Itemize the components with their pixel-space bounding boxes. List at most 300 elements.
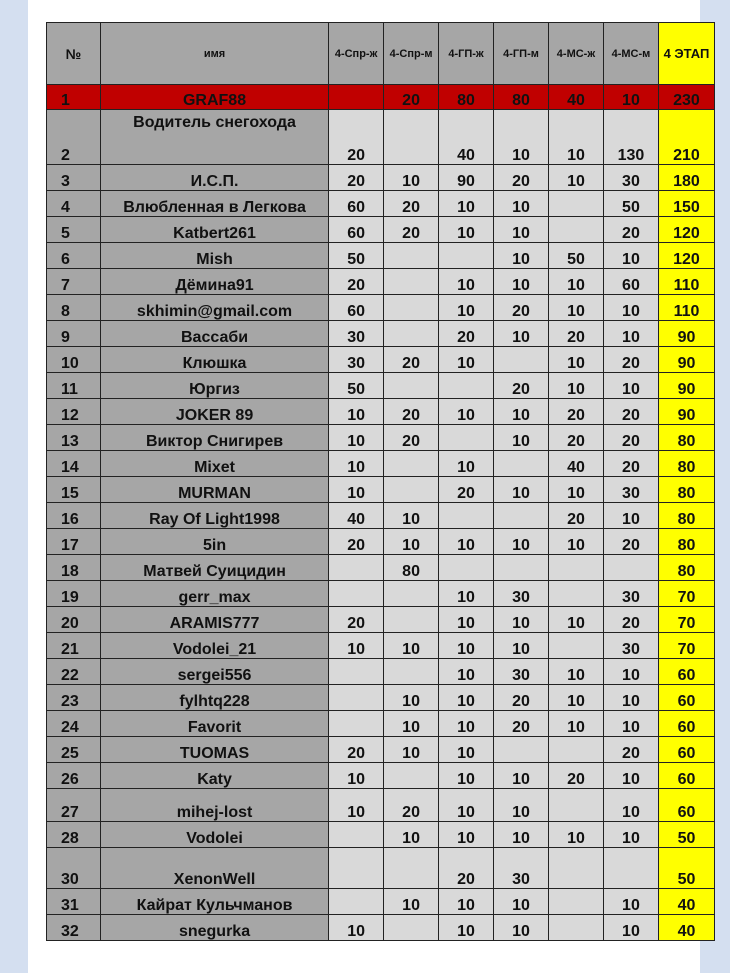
score-cell: 20 <box>603 451 658 477</box>
header-col-1: 4-Спр-ж <box>329 23 384 85</box>
score-cell: 20 <box>384 399 439 425</box>
score-cell: 10 <box>439 763 494 789</box>
name-cell: snegurka <box>100 915 328 941</box>
score-cell <box>384 243 439 269</box>
rank-cell: 3 <box>47 165 101 191</box>
score-cell <box>549 217 604 243</box>
header-col-6: 4-МС-м <box>603 23 658 85</box>
table-row <box>47 763 715 789</box>
score-cell <box>439 555 494 581</box>
name-cell: Матвей Суицидин <box>100 555 328 581</box>
score-cell: 10 <box>439 607 494 633</box>
score-cell <box>549 915 604 941</box>
score-cell: 30 <box>494 581 549 607</box>
table-row <box>47 295 715 321</box>
rank-cell: 23 <box>47 685 101 711</box>
score-cell: 10 <box>439 789 494 822</box>
score-cell <box>384 763 439 789</box>
table-row <box>47 737 715 763</box>
score-cell: 10 <box>329 789 384 822</box>
score-cell: 10 <box>494 269 549 295</box>
rank-cell: 26 <box>47 763 101 789</box>
header-name: имя <box>100 23 328 85</box>
score-cell: 10 <box>494 915 549 941</box>
total-cell: 40 <box>658 915 714 941</box>
score-cell: 10 <box>329 763 384 789</box>
total-cell: 180 <box>658 165 714 191</box>
score-cell: 20 <box>329 165 384 191</box>
name-cell: Mixet <box>100 451 328 477</box>
score-cell: 20 <box>603 399 658 425</box>
score-cell: 20 <box>329 269 384 295</box>
score-cell: 10 <box>549 685 604 711</box>
header-col-5: 4-МС-ж <box>549 23 604 85</box>
name-cell: Клюшка <box>100 347 328 373</box>
score-cell: 10 <box>384 529 439 555</box>
table-row <box>47 848 715 889</box>
score-cell <box>439 243 494 269</box>
score-cell: 20 <box>549 321 604 347</box>
rank-cell: 20 <box>47 607 101 633</box>
score-cell: 10 <box>384 889 439 915</box>
rank-cell: 19 <box>47 581 101 607</box>
name-cell: Katy <box>100 763 328 789</box>
total-cell: 110 <box>658 269 714 295</box>
score-cell <box>549 789 604 822</box>
score-cell: 10 <box>384 685 439 711</box>
score-cell: 50 <box>329 373 384 399</box>
score-cell <box>549 555 604 581</box>
score-cell: 80 <box>384 555 439 581</box>
header-col-2: 4-Спр-м <box>384 23 439 85</box>
table-body <box>47 85 715 941</box>
score-cell: 10 <box>439 399 494 425</box>
score-cell: 30 <box>603 477 658 503</box>
name-cell: skhimin@gmail.com <box>100 295 328 321</box>
score-cell: 20 <box>384 217 439 243</box>
score-cell: 10 <box>329 399 384 425</box>
score-cell: 30 <box>494 848 549 889</box>
spreadsheet-page <box>28 0 710 973</box>
score-cell: 10 <box>603 503 658 529</box>
table-row <box>47 399 715 425</box>
score-cell: 10 <box>439 269 494 295</box>
score-cell: 10 <box>603 889 658 915</box>
name-cell: TUOMAS <box>100 737 328 763</box>
table-row <box>47 529 715 555</box>
score-cell: 10 <box>439 633 494 659</box>
name-cell: gerr_max <box>100 581 328 607</box>
score-cell: 20 <box>494 685 549 711</box>
score-cell: 80 <box>439 85 494 110</box>
score-cell <box>494 737 549 763</box>
score-cell: 10 <box>439 915 494 941</box>
table-row <box>47 503 715 529</box>
rank-cell: 8 <box>47 295 101 321</box>
score-cell: 10 <box>603 711 658 737</box>
score-cell: 10 <box>603 822 658 848</box>
score-cell: 10 <box>384 822 439 848</box>
score-cell: 10 <box>439 347 494 373</box>
total-cell: 70 <box>658 633 714 659</box>
score-cell: 10 <box>549 529 604 555</box>
rank-cell: 11 <box>47 373 101 399</box>
rank-cell: 32 <box>47 915 101 941</box>
total-cell: 120 <box>658 243 714 269</box>
name-cell: Katbert261 <box>100 217 328 243</box>
score-cell: 10 <box>603 321 658 347</box>
total-cell: 60 <box>658 789 714 822</box>
table-row <box>47 789 715 822</box>
score-cell: 10 <box>439 295 494 321</box>
header-col-3: 4-ГП-ж <box>439 23 494 85</box>
total-cell: 60 <box>658 711 714 737</box>
score-cell <box>549 889 604 915</box>
total-cell: 80 <box>658 477 714 503</box>
score-cell: 40 <box>329 503 384 529</box>
name-cell: Влюбленная в Легкова <box>100 191 328 217</box>
score-cell <box>494 555 549 581</box>
score-cell <box>384 607 439 633</box>
table-row <box>47 243 715 269</box>
table-row <box>47 451 715 477</box>
score-cell: 20 <box>494 295 549 321</box>
score-cell <box>439 373 494 399</box>
table-row <box>47 607 715 633</box>
total-cell: 50 <box>658 822 714 848</box>
rank-cell: 27 <box>47 789 101 822</box>
score-cell: 10 <box>603 243 658 269</box>
name-cell: Вассаби <box>100 321 328 347</box>
score-cell: 130 <box>603 110 658 165</box>
table-row <box>47 915 715 941</box>
score-cell: 10 <box>549 110 604 165</box>
table-row <box>47 633 715 659</box>
score-cell: 10 <box>603 373 658 399</box>
name-cell: Юргиз <box>100 373 328 399</box>
name-cell: XenonWell <box>100 848 328 889</box>
score-cell: 30 <box>603 581 658 607</box>
score-cell: 20 <box>384 85 439 110</box>
rank-cell: 12 <box>47 399 101 425</box>
table-row <box>47 217 715 243</box>
total-cell: 80 <box>658 425 714 451</box>
score-cell: 60 <box>329 217 384 243</box>
rank-cell: 16 <box>47 503 101 529</box>
total-cell: 90 <box>658 321 714 347</box>
score-cell: 20 <box>549 399 604 425</box>
score-cell: 10 <box>384 633 439 659</box>
rank-cell: 24 <box>47 711 101 737</box>
score-cell <box>384 477 439 503</box>
score-cell: 10 <box>494 822 549 848</box>
name-cell: Vodolei <box>100 822 328 848</box>
score-cell: 10 <box>603 659 658 685</box>
table-row <box>47 711 715 737</box>
score-cell: 20 <box>329 607 384 633</box>
score-cell <box>549 633 604 659</box>
score-cell: 10 <box>549 295 604 321</box>
score-cell: 60 <box>329 191 384 217</box>
score-cell: 20 <box>329 110 384 165</box>
score-cell: 10 <box>494 425 549 451</box>
score-cell: 10 <box>603 763 658 789</box>
score-cell: 10 <box>603 295 658 321</box>
total-cell: 50 <box>658 848 714 889</box>
score-cell <box>329 822 384 848</box>
score-cell: 10 <box>549 607 604 633</box>
table-row <box>47 165 715 191</box>
total-cell: 210 <box>658 110 714 165</box>
total-cell: 110 <box>658 295 714 321</box>
score-cell: 10 <box>384 737 439 763</box>
score-cell: 10 <box>439 659 494 685</box>
score-cell: 10 <box>549 165 604 191</box>
score-cell: 10 <box>439 191 494 217</box>
total-cell: 90 <box>658 347 714 373</box>
score-cell <box>329 555 384 581</box>
score-cell <box>384 373 439 399</box>
table-row <box>47 822 715 848</box>
score-cell: 20 <box>603 737 658 763</box>
rank-cell: 4 <box>47 191 101 217</box>
score-cell: 60 <box>603 269 658 295</box>
score-cell: 20 <box>384 191 439 217</box>
score-cell: 20 <box>439 477 494 503</box>
score-cell: 10 <box>603 685 658 711</box>
name-cell: MURMAN <box>100 477 328 503</box>
score-cell: 20 <box>494 165 549 191</box>
score-cell <box>549 581 604 607</box>
score-cell: 10 <box>494 763 549 789</box>
score-cell <box>384 848 439 889</box>
score-cell: 10 <box>549 822 604 848</box>
name-cell: Кайрат Кульчманов <box>100 889 328 915</box>
score-cell: 10 <box>549 269 604 295</box>
score-cell <box>329 889 384 915</box>
name-cell: Mish <box>100 243 328 269</box>
rank-cell: 17 <box>47 529 101 555</box>
header-num: № <box>47 23 101 85</box>
score-cell: 10 <box>329 477 384 503</box>
score-cell: 30 <box>494 659 549 685</box>
score-cell: 20 <box>439 321 494 347</box>
score-cell: 20 <box>603 607 658 633</box>
score-cell: 10 <box>494 399 549 425</box>
score-cell: 10 <box>494 243 549 269</box>
score-cell <box>329 659 384 685</box>
name-cell: GRAF88 <box>100 85 328 110</box>
score-cell: 20 <box>439 848 494 889</box>
score-cell: 30 <box>329 321 384 347</box>
total-cell: 70 <box>658 607 714 633</box>
rank-cell: 14 <box>47 451 101 477</box>
score-cell <box>384 915 439 941</box>
rank-cell: 9 <box>47 321 101 347</box>
rank-cell: 1 <box>47 85 101 110</box>
score-cell: 40 <box>549 85 604 110</box>
score-cell <box>439 425 494 451</box>
name-cell: Ray Of Light1998 <box>100 503 328 529</box>
score-cell: 30 <box>603 165 658 191</box>
score-cell: 10 <box>329 633 384 659</box>
table-row <box>47 685 715 711</box>
rank-cell: 7 <box>47 269 101 295</box>
score-cell: 10 <box>384 711 439 737</box>
table-row <box>47 581 715 607</box>
standings-table <box>46 22 715 941</box>
score-cell <box>329 848 384 889</box>
header-total: 4 ЭТАП <box>658 23 714 85</box>
score-cell: 10 <box>549 711 604 737</box>
score-cell: 10 <box>439 451 494 477</box>
table-row <box>47 191 715 217</box>
score-cell <box>439 503 494 529</box>
score-cell: 10 <box>439 217 494 243</box>
total-cell: 90 <box>658 399 714 425</box>
score-cell: 10 <box>549 477 604 503</box>
score-cell: 10 <box>494 321 549 347</box>
score-cell <box>494 451 549 477</box>
score-cell <box>494 347 549 373</box>
rank-cell: 21 <box>47 633 101 659</box>
table-row <box>47 889 715 915</box>
score-cell: 50 <box>603 191 658 217</box>
score-cell: 90 <box>439 165 494 191</box>
score-cell: 60 <box>329 295 384 321</box>
score-cell: 20 <box>603 347 658 373</box>
total-cell: 80 <box>658 555 714 581</box>
score-cell: 20 <box>494 711 549 737</box>
name-cell: JOKER 89 <box>100 399 328 425</box>
score-cell: 10 <box>494 633 549 659</box>
score-cell <box>384 451 439 477</box>
score-cell: 10 <box>494 607 549 633</box>
score-cell <box>329 581 384 607</box>
score-cell: 10 <box>603 915 658 941</box>
score-cell: 10 <box>439 711 494 737</box>
table-row <box>47 321 715 347</box>
rank-cell: 28 <box>47 822 101 848</box>
score-cell <box>384 295 439 321</box>
name-cell: mihej-lost <box>100 789 328 822</box>
rank-cell: 2 <box>47 110 101 165</box>
score-cell: 50 <box>329 243 384 269</box>
score-cell: 20 <box>329 529 384 555</box>
table-row <box>47 477 715 503</box>
score-cell <box>384 269 439 295</box>
total-cell: 90 <box>658 373 714 399</box>
table-row <box>47 85 715 110</box>
score-cell: 30 <box>603 633 658 659</box>
score-cell <box>494 503 549 529</box>
table-row <box>47 269 715 295</box>
total-cell: 80 <box>658 529 714 555</box>
score-cell: 10 <box>494 889 549 915</box>
rank-cell: 22 <box>47 659 101 685</box>
score-cell <box>384 581 439 607</box>
score-cell: 20 <box>329 737 384 763</box>
rank-cell: 30 <box>47 848 101 889</box>
score-cell: 10 <box>439 685 494 711</box>
total-cell: 150 <box>658 191 714 217</box>
table-row <box>47 347 715 373</box>
score-cell <box>549 191 604 217</box>
score-cell: 10 <box>549 659 604 685</box>
score-cell <box>329 711 384 737</box>
score-cell: 10 <box>494 217 549 243</box>
score-cell <box>384 110 439 165</box>
score-cell: 20 <box>603 529 658 555</box>
rank-cell: 15 <box>47 477 101 503</box>
score-cell: 10 <box>494 110 549 165</box>
total-cell: 60 <box>658 659 714 685</box>
score-cell <box>603 848 658 889</box>
score-cell: 30 <box>329 347 384 373</box>
name-cell: Виктор Снигирев <box>100 425 328 451</box>
name-cell: fylhtq228 <box>100 685 328 711</box>
rank-cell: 31 <box>47 889 101 915</box>
score-cell: 50 <box>549 243 604 269</box>
score-cell <box>329 85 384 110</box>
score-cell: 20 <box>603 217 658 243</box>
total-cell: 80 <box>658 451 714 477</box>
header-row <box>47 23 715 85</box>
score-cell: 10 <box>384 503 439 529</box>
name-cell: 5in <box>100 529 328 555</box>
score-cell: 10 <box>384 165 439 191</box>
rank-cell: 5 <box>47 217 101 243</box>
score-cell <box>384 321 439 347</box>
score-cell: 10 <box>494 789 549 822</box>
table-row <box>47 659 715 685</box>
table-row <box>47 555 715 581</box>
score-cell: 10 <box>494 529 549 555</box>
score-cell <box>603 555 658 581</box>
name-cell: И.С.П. <box>100 165 328 191</box>
score-cell: 10 <box>329 425 384 451</box>
total-cell: 60 <box>658 685 714 711</box>
score-cell: 10 <box>439 889 494 915</box>
table-row <box>47 110 715 165</box>
total-cell: 120 <box>658 217 714 243</box>
total-cell: 40 <box>658 889 714 915</box>
score-cell: 10 <box>439 737 494 763</box>
score-cell: 10 <box>439 822 494 848</box>
score-cell: 20 <box>549 763 604 789</box>
score-cell: 10 <box>329 915 384 941</box>
score-cell: 20 <box>603 425 658 451</box>
total-cell: 80 <box>658 503 714 529</box>
score-cell: 10 <box>549 373 604 399</box>
total-cell: 70 <box>658 581 714 607</box>
score-cell <box>329 685 384 711</box>
name-cell: sergei556 <box>100 659 328 685</box>
rank-cell: 10 <box>47 347 101 373</box>
name-cell: ARAMIS777 <box>100 607 328 633</box>
score-cell: 10 <box>603 85 658 110</box>
rank-cell: 18 <box>47 555 101 581</box>
score-cell <box>549 848 604 889</box>
score-cell <box>384 659 439 685</box>
score-cell: 80 <box>494 85 549 110</box>
name-cell: Дёмина91 <box>100 269 328 295</box>
name-cell: Водитель снегохода <box>100 110 328 165</box>
score-cell: 20 <box>384 789 439 822</box>
score-cell: 10 <box>603 789 658 822</box>
header-col-4: 4-ГП-м <box>494 23 549 85</box>
score-cell: 20 <box>549 503 604 529</box>
